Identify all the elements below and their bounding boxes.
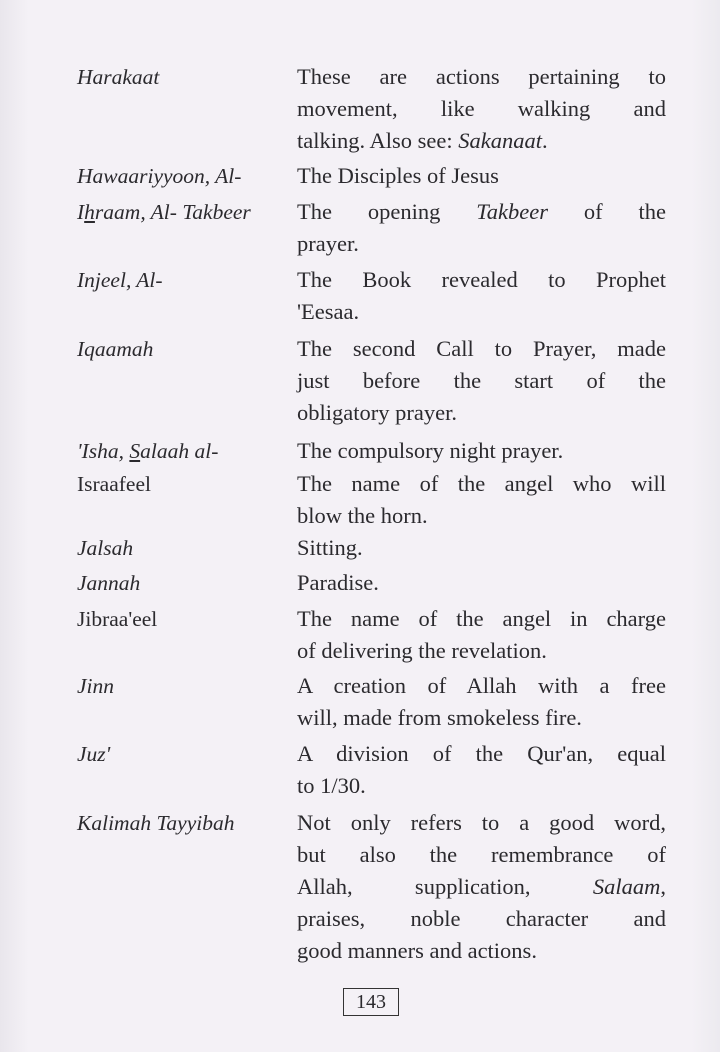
definition-line [297,500,666,532]
glossary-definition [297,567,666,599]
text-segment: talking. Also see: [297,128,459,153]
text-segment: Israafeel [77,472,151,496]
text-segment: of the [547,199,666,224]
definition-line [297,435,666,467]
glossary-definition [297,468,666,532]
text-segment: Sitting. [297,535,363,560]
text-segment: Sakanaat [458,128,542,153]
text-segment: praises, noble character and [297,906,666,931]
glossary-term [77,603,157,635]
text-segment: prayer. [297,231,359,256]
text-segment: The compulsory night prayer. [297,438,564,463]
text-segment: but also the remembrance of [297,842,666,867]
definition-line [297,93,666,125]
glossary-term [77,61,159,93]
definition-line [297,903,666,935]
text-segment: Hawaariyyoon, Al- [77,164,242,188]
definition-line [297,61,666,93]
text-segment: I [77,200,85,224]
text-segment: Takbeer [476,199,548,224]
text-segment: good manners and actions. [297,938,537,963]
glossary-term [77,196,251,228]
definition-line [297,807,666,839]
definition-line [297,333,666,365]
text-segment: Paradise. [297,570,379,595]
definition-line [297,365,666,397]
text-segment: Injeel, Al- [77,268,163,292]
definition-line [297,567,666,599]
text-segment: obligatory prayer. [297,400,457,425]
definition-line [297,635,666,667]
text-segment: 'Isha, [77,439,130,463]
glossary-definition [297,435,666,467]
text-segment: Not only refers to a good word, [297,810,666,835]
page-number: 143 [343,988,399,1016]
text-segment: Allah, supplication, [297,874,593,899]
glossary-term [77,738,110,770]
glossary-term [77,807,234,839]
text-segment: Salaam [592,874,661,899]
definition-line [297,670,666,702]
glossary-term [77,532,133,564]
text-segment: , [660,874,666,899]
glossary-term [77,435,218,467]
text-segment: blow the horn. [297,503,428,528]
text-segment: alaah al- [140,439,219,463]
definition-line [297,228,666,260]
glossary-definition [297,196,666,260]
glossary-term [77,264,163,296]
glossary-definition [297,333,666,429]
definition-line [297,125,666,157]
text-segment: The Disciples of Jesus [297,163,499,188]
definition-line [297,296,666,328]
text-segment: movement, like walking and [297,96,666,121]
text-segment: just before the start of the [297,368,666,393]
text-segment: . [542,128,548,153]
glossary-term [77,670,114,702]
definition-line [297,196,666,228]
glossary-definition [297,532,666,564]
text-segment: Iqaamah [77,337,154,361]
text-segment: 'Eesaa. [297,299,360,324]
glossary-definition [297,738,666,802]
text-segment: A division of the Qur'an, equal [297,741,666,766]
definition-line [297,264,666,296]
text-segment: Kalimah Tayyibah [77,811,235,835]
text-segment: Jalsah [77,536,134,560]
text-segment: Jinn [77,674,115,698]
text-segment: S [129,439,141,463]
text-segment: Jibraa'eel [77,607,158,631]
text-segment: Jannah [77,571,141,595]
definition-line [297,871,666,903]
text-segment: The name of the angel in charge [297,606,666,631]
text-segment: These are actions pertaining to [297,64,666,89]
glossary-definition [297,61,666,157]
text-segment: The Book revealed to Prophet [297,267,666,292]
definition-line [297,397,666,429]
text-segment: h [84,200,95,224]
text-segment: will, made from smokeless fire. [297,705,582,730]
text-segment: A creation of Allah with a free [297,673,666,698]
text-segment: Juz' [77,742,111,766]
definition-line [297,532,666,564]
text-segment: The name of the angel who will [297,471,666,496]
definition-line [297,468,666,500]
text-segment: Harakaat [77,65,160,89]
glossary-definition [297,160,666,192]
definition-line [297,738,666,770]
definition-line [297,839,666,871]
glossary-term [77,468,151,500]
text-segment: raam, Al- Takbeer [94,200,251,224]
definition-line [297,603,666,635]
glossary-definition [297,807,666,967]
definition-line [297,160,666,192]
definition-line [297,770,666,802]
text-segment: of delivering the revelation. [297,638,547,663]
text-segment: to 1/30. [297,773,366,798]
glossary-definition [297,670,666,734]
definition-line [297,702,666,734]
glossary-term [77,567,140,599]
glossary-term [77,160,241,192]
glossary-definition [297,264,666,328]
text-segment: The opening [297,199,477,224]
glossary-definition [297,603,666,667]
glossary-term [77,333,153,365]
definition-line [297,935,666,967]
text-segment: The second Call to Prayer, made [297,336,666,361]
